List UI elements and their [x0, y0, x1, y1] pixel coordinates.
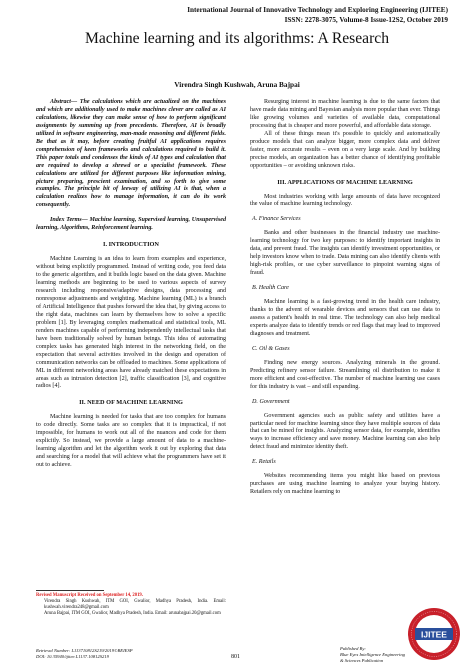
- left-column: [36, 99, 226, 470]
- footnotes: [36, 590, 226, 617]
- journal-header: [187, 6, 448, 25]
- journal-name: International Journal of Innovative Technology and Exploring Engineering (IJITEE): [187, 6, 448, 14]
- abstract: Abstract— The calculations which are actualized on the machines and which are additionally used to make machines clever are called as AI calculations, likewise they can make sense of how to perform significant assignments by summing up from precedents. Therefore, AI is broadly utilized in software engineering, man-made reasoning and different fields. Be that as it may, before creating fruitful AI applications requires comprehension of keen frameworks and calculations required to build it. This paper totals and condenses the kinds of AI types and calculation that are required to develop a shrewd or a specialist framework. These calculations are utilized for different purposes like information mining, picture preparing, prescient examination, and so forth to give some examples. The principle bit of leeway of utilizing AI is that, when a calculation realizes how to manage information, it can do its work consequently.: [36, 99, 226, 209]
- subsection-text-government: Government agencies such as public safety and utilities have a particular need for machine learning since they have multiple sources of data that can be mined for insights. Analyzing sensor data, for example, identifies ways to increase efficiency and save money. Machine learning can also help detect fraud and minimize identity theft.: [250, 412, 440, 451]
- paper-title: Machine learning and its algorithms: A Research: [84, 30, 389, 47]
- section-heading-introduction: I. INTRODUCTION: [103, 241, 159, 249]
- journal-logo: [406, 606, 462, 662]
- section-text-need: Machine learning is needed for tasks that are too complex for humans to code directly. Some tasks are so complex that it is impractical, if not impossible, for humans to work out all of the nuances and code for them explicitly. So instead, we provide a large amount of data to a machine-learning algorithm and let the algorithm work it out by exploring that data and searching for a model that will achieve what the programmers have set it out to achieve.: [36, 414, 226, 469]
- section-heading-need: II. NEED OF MACHINE LEARNING: [79, 399, 183, 407]
- subsection-text-health: Machine learning is a fast-growing trend in the health care industry, thanks to the advent of wearable devices and sensors that can use data to assess a patient's health in real time. The technology can also help medical experts analyze data to identify trends or red flags that may lead to improved diagnoses and treatment.: [250, 299, 440, 337]
- subsection-heading-finance: A. Finance Services: [252, 216, 301, 223]
- subsection-text-finance: Banks and other businesses in the financial industry use machine-learning technology for two key purposes: to identify important insights in data, and prevent fraud. The insights can identify investment opportunities, or help investors know when to trade. Data mining can also identify clients with high-risk profiles, or use cyber surveillance to pinpoint warning signs of fraud.: [250, 230, 440, 277]
- author2-affiliation: Aruna Bajpai, ITM GOI, Gwalior, Madhya Pradesh, India. Email: arunabajpai.20@gmail.com: [44, 611, 221, 616]
- doi: DOI: 10.35940/ijitee.L1137.10812S219: [36, 654, 109, 659]
- footer-retrieval: [36, 648, 133, 660]
- footnote-rule: [36, 590, 104, 591]
- paper-authors: Virendra Singh Kushwah, Aruna Bajpai: [174, 80, 300, 89]
- section-heading-applications: III. APPLICATIONS OF MACHINE LEARNING: [277, 178, 413, 186]
- page-number: 801: [231, 654, 240, 660]
- revised-manuscript-note: Revised Manuscript Received on September 14, 2019.: [36, 593, 143, 598]
- subsection-heading-health: B. Health Care: [252, 285, 289, 292]
- intro-continued-1: Resurging interest in machine learning is due to the same factors that have made data mining and Bayesian analysis more popular than ever. Things like growing volumes and varieties of available data, computational processing that is cheaper and more powerful, and affordable data storage.: [250, 99, 440, 129]
- subsection-text-oil-gas: Finding new energy sources. Analyzing minerals in the ground. Predicting refinery sensor failure. Streamlining oil distribution to make it more efficient and cost-effective. The number of machine learning use cases for this industry is vast – and still expanding.: [250, 359, 440, 390]
- logo-text: IJITEE: [421, 629, 447, 640]
- subsection-heading-government: D. Government: [252, 398, 290, 405]
- issn-line: ISSN: 2278-3075, Volume-8 Issue-12S2, October 2019: [284, 15, 448, 24]
- published-by-label: Published By:: [340, 646, 366, 651]
- subsection-heading-oil-gas: C. Oil & Gases: [252, 345, 290, 352]
- publisher-line-2: & Sciences Publication: [340, 658, 384, 663]
- publisher-info: [340, 646, 405, 664]
- section-text-applications: Most industries working with large amounts of data have recognized the value of machine learning technology.: [250, 193, 440, 208]
- retrieval-number: Retrieval Number: L113710812S219/2019©BEIESP: [36, 648, 133, 653]
- intro-continued-2: All of these things mean it's possible to quickly and automatically produce models that can analyze bigger, more complex data and deliver faster, more accurate results – even on a very large scale. And by building precise models, an organization has a better chance of identifying profitable opportunities – or avoiding unknown risks.: [250, 130, 440, 169]
- section-text-introduction: Machine Learning is an idea to learn from examples and experience, without being explicitly programmed. Instead of writing code, you feed data to the generic algorithm, and it builds logic based on the data given. Machine learning methods are beginning to be used to various aspects of survey research including responsive/adaptive designs, data processing and nonresponse adjustments and weighting. Machine learning (ML) is a branch of Artificial Intelligence that pushes forward the idea that, by giving access to the right data, machines can learn by themselves how to solve a specific problem [1]. By leveraging complex mathematical and statistical tools, ML renders machines capable of performing independently intellectual tasks that have been traditionally solved by human beings. This idea of automating complex tasks has generated high interest in the networking field, on the expectation that several activities involved in the design and operation of communication networks can be offloaded to machines. Some applications of ML in different networking areas have already matched these expectations in areas such as intrusion detection [2], traffic classification [3], and cognitive radios [4].: [36, 256, 226, 390]
- index-terms: Index Terms— Machine learning, Supervised learning, Unsupervised learning, Algorithms, Reinforcement learning.: [36, 217, 226, 232]
- right-column: [250, 99, 440, 497]
- subsection-heading-retails: E. Retails: [252, 459, 276, 466]
- author1-affiliation: Virendra Singh Kushwah, ITM GOI, Gwalior, Madhya Pradesh, India. Email: kushwah.virendra248@gmail.com: [44, 599, 226, 610]
- publisher-line-1: Blue Eyes Intelligence Engineering: [340, 652, 405, 657]
- subsection-text-retails: Websites recommending items you might like based on previous purchases are using machine learning to analyze your buying history. Retailers rely on machine learning to: [250, 473, 440, 496]
